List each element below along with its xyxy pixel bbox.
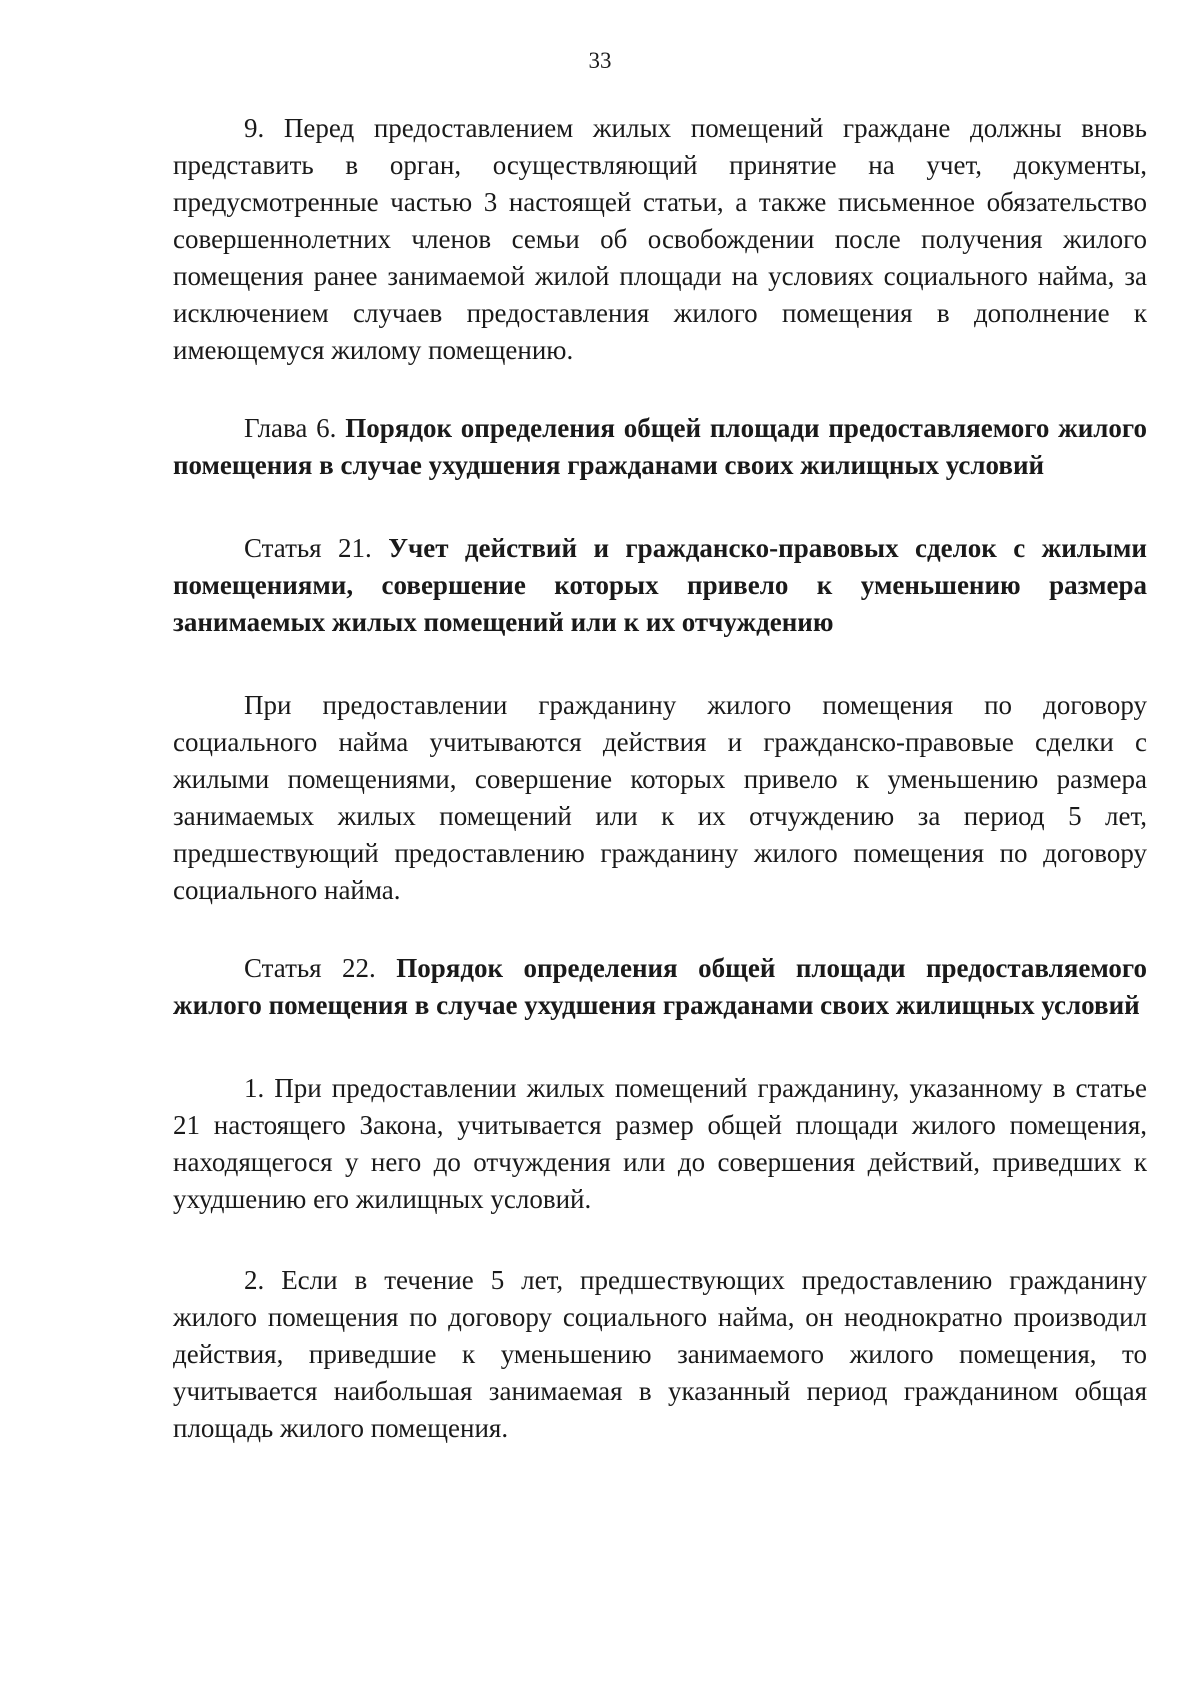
article-22-label: Статья 22. (244, 953, 376, 983)
chapter-6-heading (173, 410, 1147, 484)
article-22-heading (173, 950, 1147, 1024)
document-body (173, 110, 1147, 1447)
article-21-heading (173, 530, 1147, 641)
article-22-part-1: 1. При предоставлении жилых помещений гражданину, указанному в статье 21 настоящего Закона, учитывается размер общей площади жилого помещения, находящегося у него до отчуждения или до совершения действий, приведших к ухудшению его жилищных условий. (173, 1073, 1147, 1214)
chapter-6-title: Порядок определения общей площади предоставляемого жилого помещения в случае ухудшения гражданами своих жилищных условий (173, 413, 1147, 480)
article-21-title: Учет действий и гражданско-правовых сделок с жилыми помещениями, совершение которых привело к уменьшению размера занимаемых жилых помещений или к их отчуждению (173, 533, 1147, 637)
chapter-6-label: Глава 6. (244, 413, 337, 443)
page-number: 33 (588, 48, 612, 73)
article-21-label: Статья 21. (244, 533, 372, 563)
article-22-title: Порядок определения общей площади предоставляемого жилого помещения в случае ухудшения гражданами своих жилищных условий (173, 953, 1147, 1020)
paragraph-9: 9. Перед предоставлением жилых помещений граждане должны вновь представить в орган, осуществляющий принятие на учет, документы, предусмотренные частью 3 настоящей статьи, а также письменное обязательство совершеннолетних членов семьи об освобождении после получения жилого помещения ранее занимаемой жилой площади на условиях социального найма, за исключением случаев предоставления жилого помещения в дополнение к имеющемуся жилому помещению. (173, 113, 1147, 365)
article-21-text: При предоставлении гражданину жилого помещения по договору социального найма учитываются действия и гражданско-правовые сделки с жилыми помещениями, совершение которых привело к уменьшению размера занимаемых жилых помещений или к их отчуждению за период 5 лет, предшествующий предоставлению гражданину жилого помещения по договору социального найма. (173, 690, 1147, 905)
article-22-part-2: 2. Если в течение 5 лет, предшествующих предоставлению гражданину жилого помещения по договору социального найма, он неоднократно производил действия, приведшие к уменьшению занимаемого жилого помещения, то учитывается наибольшая занимаемая в указанный период гражданином общая площадь жилого помещения. (173, 1265, 1147, 1443)
